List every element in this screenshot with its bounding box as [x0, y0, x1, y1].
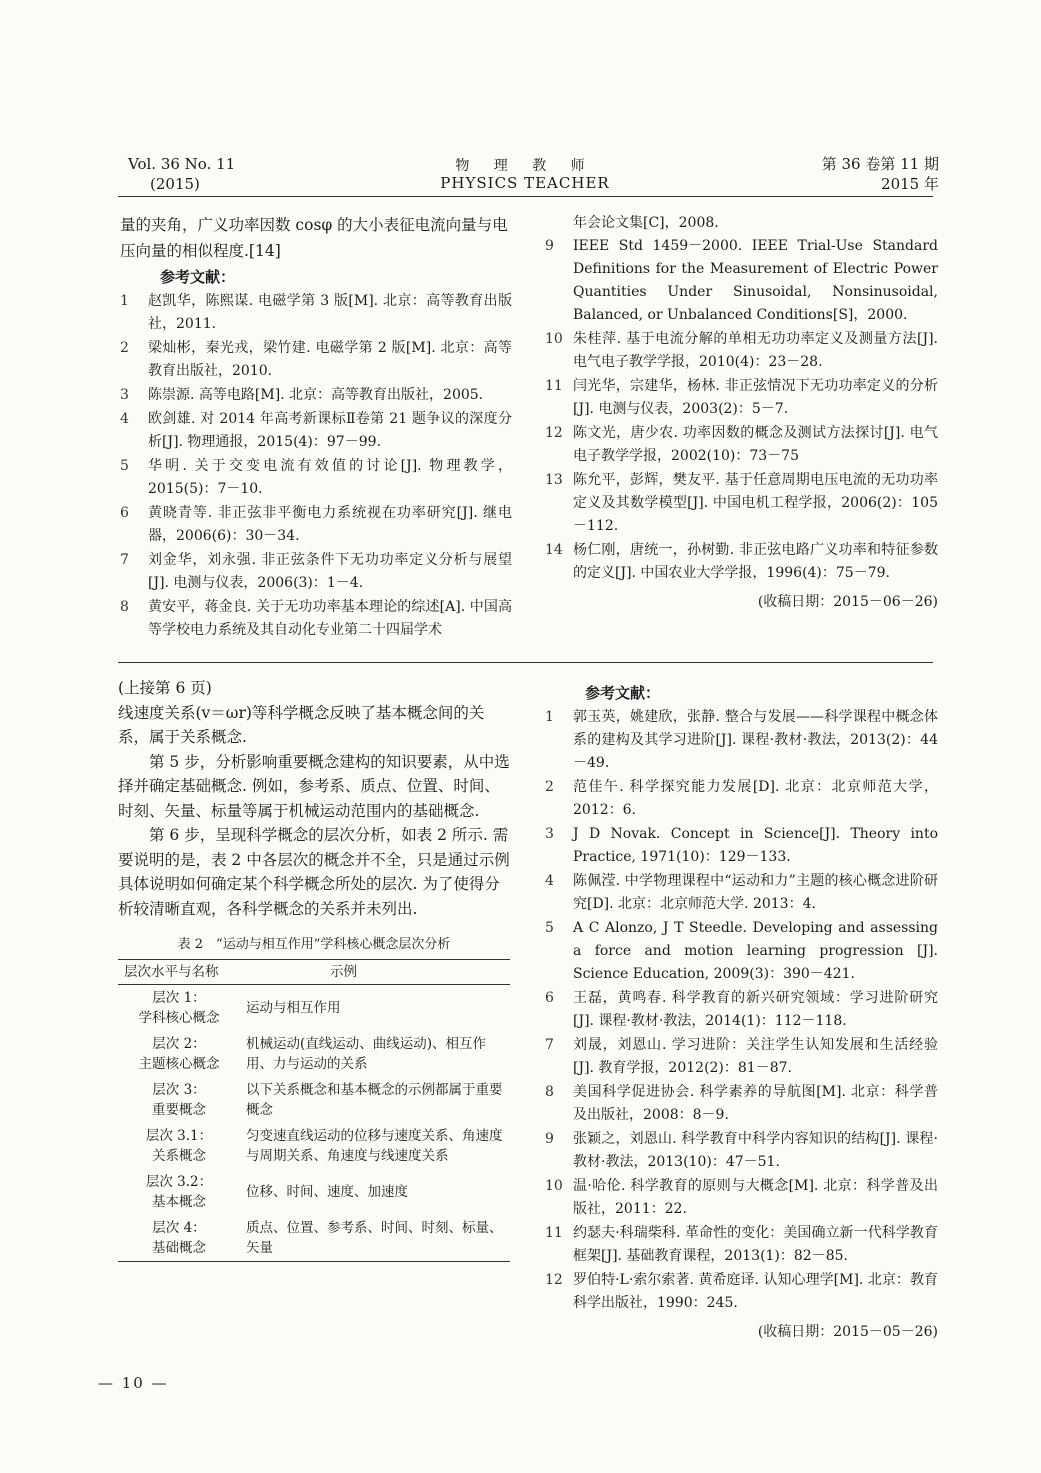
reference-text: IEEE Std 1459－2000. IEEE Trial-Use Standard Definitions for the Measurement of Electric Power Quantities Under Sinusoidal, Nonsinusoidal, Balanced, or Unbalanced Conditions[S]，2000.	[573, 238, 938, 323]
reference-item	[120, 290, 512, 336]
journal-title-cn: 物 理 教 师	[455, 158, 595, 174]
reference-text: 梁灿彬，秦光戎，梁竹建. 电磁学第 2 版[M]. 北京：高等教育出版社，2010.	[148, 340, 512, 379]
example-cell: 位移、时间、速度、加速度	[246, 1184, 408, 1200]
reference-text: 温·哈伦. 科学教育的原则与大概念[M]. 北京：科学普及出版社，2011：22.	[573, 1178, 938, 1217]
reference-number: 9	[545, 1131, 554, 1147]
reference-number: 12	[545, 1272, 563, 1288]
reference-item	[545, 375, 938, 421]
reference-text: 赵凯华，陈熙谋. 电磁学第 3 版[M]. 北京：高等教育出版社，2011.	[148, 293, 512, 332]
reference-item	[120, 384, 512, 407]
table-row	[118, 1169, 510, 1215]
reference-number: 4	[545, 873, 554, 889]
journal-title-en: PHYSICS TEACHER	[440, 174, 610, 192]
journal-title	[330, 158, 720, 192]
reference-item	[545, 1081, 938, 1127]
bottom-right-column	[545, 680, 938, 1344]
level-name: 学科核心概念	[138, 1010, 220, 1026]
references-title: 参考文献：	[160, 268, 236, 286]
page-number: — 10 —	[98, 1374, 169, 1392]
table-header-row	[118, 960, 510, 985]
reference-text: 杨仁刚，唐统一，孙树勤. 非正弦电路广义功率和特征参数的定义[J]. 中国农业大学学报，1996(4)：75－79.	[573, 542, 938, 581]
reference-text: 张颖之，刘恩山. 科学教育中科学内容知识的结构[J]. 课程·教材·教法，2013(10)：47－51.	[573, 1131, 938, 1170]
reference-item	[545, 1222, 938, 1268]
issue-cn: 第 36 卷第 11 期	[821, 155, 939, 173]
reference-text: 朱桂萍. 基于电流分解的单相无功功率定义及测量方法[J]. 电气电子教学学报，2010(4)：23－28.	[573, 331, 938, 370]
reference-text: 刘金华，刘永强. 非正弦条件下无功功率定义分析与展望[J]. 电测与仪表，2006(3)：1－4.	[148, 552, 512, 591]
reference-item	[545, 706, 938, 775]
section-divider	[118, 662, 933, 663]
example-cell: 匀变速直线运动的位移与速度关系、角速度与周期关系、角速度与线速度关系	[246, 1128, 503, 1164]
table-row	[118, 1077, 510, 1123]
reference-number: 6	[120, 505, 129, 521]
received-date-1: (收稿日期：2015－06－26)	[757, 594, 938, 610]
reference-number: 12	[545, 425, 563, 441]
level-label: 层次 1：	[152, 990, 206, 1006]
reference-item	[545, 823, 938, 869]
reference-item	[120, 502, 512, 548]
reference-number: 10	[545, 331, 563, 347]
level-label: 层次 2：	[152, 1036, 206, 1052]
volume-year: (2015)	[150, 175, 200, 193]
references-list-1	[120, 290, 512, 642]
reference-item	[545, 1269, 938, 1315]
level-name: 基础概念	[152, 1240, 206, 1256]
references-list-3	[545, 706, 938, 1315]
reference-item	[545, 328, 938, 374]
table-row	[118, 1031, 510, 1077]
level-label: 层次 4：	[152, 1220, 206, 1236]
received-date-2: (收稿日期：2015－05－26)	[757, 1324, 938, 1340]
level-label: 层次 3：	[152, 1082, 206, 1098]
top-left-column	[120, 212, 512, 643]
reference-text: 黄晓青等. 非正弦非平衡电力系统视在功率研究[J]. 继电器，2006(6)：30－34.	[148, 505, 512, 544]
reference-number: 10	[545, 1178, 563, 1194]
reference-number: 5	[545, 920, 554, 936]
level-name: 重要概念	[152, 1102, 206, 1118]
reference-number: 2	[120, 340, 129, 356]
reference-text: 王磊，黄鸣春. 科学教育的新兴研究领域：学习进阶研究[J]. 课程·教材·教法，2014(1)：112－118.	[573, 990, 938, 1029]
reference-item	[545, 422, 938, 468]
header-rule	[118, 196, 933, 197]
bottom-left-column	[118, 676, 510, 1262]
reference-number: 3	[120, 387, 129, 403]
reference-number: 5	[120, 458, 129, 474]
reference-item	[120, 337, 512, 383]
reference-item	[120, 455, 512, 501]
references-list-2	[545, 235, 938, 585]
level-cell	[118, 1215, 240, 1262]
reference-item	[545, 469, 938, 538]
table-caption: 表 2 “运动与相互作用”学科核心概念层次分析	[177, 937, 451, 952]
example-cell: 运动与相互作用	[246, 1000, 341, 1016]
reference-number: 1	[545, 709, 554, 725]
example-cell: 机械运动(直线运动、曲线运动)、相互作用、力与运动的关系	[246, 1036, 487, 1072]
reference-text: J D Novak. Concept in Science[J]. Theory into Practice, 1971(10)：129－133.	[573, 826, 938, 865]
header-issue	[822, 154, 939, 194]
reference-number: 7	[545, 1037, 554, 1053]
reference-number: 4	[120, 411, 129, 427]
reference-item	[545, 987, 938, 1033]
reference-item	[545, 1175, 938, 1221]
reference-number: 11	[545, 378, 563, 394]
level-cell	[118, 1169, 240, 1215]
reference-number: 11	[545, 1225, 563, 1241]
example-cell: 以下关系概念和基本概念的示例都属于重要概念	[246, 1082, 503, 1118]
level-name: 关系概念	[152, 1148, 206, 1164]
example-cell: 质点、位置、参考系、时间、时刻、标量、矢量	[240, 1215, 510, 1262]
reference-number: 1	[120, 293, 129, 309]
reference-text: 约瑟夫·科瑞柴科. 革命性的变化：美国确立新一代科学教育框架[J]. 基础教育课程，2013(1)：82－85.	[573, 1225, 938, 1264]
reference-item	[545, 870, 938, 916]
reference-text: 华明. 关于交变电流有效值的讨论[J]. 物理教学，2015(5)：7－10.	[148, 458, 512, 497]
paragraph-1: 线速度关系(v＝ωr)等科学概念反映了基本概念间的关系，属于关系概念.	[118, 703, 485, 746]
table-row	[118, 1215, 510, 1262]
level-cell	[118, 985, 240, 1032]
paragraph-2: 第 5 步，分析影响重要概念建构的知识要素，从中选择并确定基础概念. 例如，参考系、质点、位置、时间、时刻、矢量、标量等属于机械运动范围内的基础概念.	[118, 752, 510, 820]
reference-number: 9	[545, 238, 554, 254]
reference-text: 陈崇源. 高等电路[M]. 北京：高等教育出版社，2005.	[148, 387, 484, 403]
reference-item	[545, 539, 938, 585]
reference-text: 陈佩滢. 中学物理课程中“运动和力”主题的核心概念进阶研究[D]. 北京：北京师范大学. 2013：4.	[573, 873, 938, 912]
table-header-level: 层次水平与名称	[118, 960, 240, 985]
concept-level-table	[118, 959, 510, 1262]
reference-item	[545, 1128, 938, 1174]
level-cell	[118, 1123, 240, 1169]
reference-text: 欧剑雄. 对 2014 年高考新课标Ⅱ卷第 21 题争议的深度分析[J]. 物理通报，2015(4)：97－99.	[148, 411, 512, 450]
level-cell	[118, 1077, 240, 1123]
reference-text: 罗伯特·L·索尔索著. 黄希庭译. 认知心理学[M]. 北京：教育科学出版社，1990：245.	[573, 1272, 938, 1311]
reference-item	[120, 549, 512, 595]
reference-text: 范佳午. 科学探究能力发展[D]. 北京：北京师范大学，2012：6.	[573, 779, 938, 818]
table-row	[118, 1123, 510, 1169]
reference-number: 6	[545, 990, 554, 1006]
level-label: 层次 3.2：	[145, 1174, 213, 1190]
reference-text: 陈允平，彭辉，樊友平. 基于任意周期电压电流的无功功率定义及其数学模型[J]. 中国电机工程学报，2006(2)：105－112.	[573, 472, 938, 534]
level-label: 层次 3.1：	[145, 1128, 213, 1144]
volume-number: Vol. 36 No. 11	[128, 155, 236, 173]
continued-from-label: (上接第 6 页)	[118, 679, 212, 697]
header-volume	[128, 154, 235, 194]
reference-item	[545, 776, 938, 822]
reference-number: 14	[545, 542, 563, 558]
reference-continuation: 年会论文集[C]，2008.	[573, 215, 719, 231]
reference-text: 陈文光，唐少农. 功率因数的概念及测试方法探讨[J]. 电气电子教学学报，2002(10)：73－75	[573, 425, 938, 464]
reference-text: 郭玉英，姚建欣，张静. 整合与发展——科学课程中概念体系的建构及其学习进阶[J]. 课程·教材·教法，2013(2)：44－49.	[573, 709, 938, 771]
closing-paragraph: 量的夹角，广义功率因数 cosφ 的大小表征电流向量与电压向量的相似程度.[14]	[120, 216, 508, 260]
reference-text: 美国科学促进协会. 科学素养的导航图[M]. 北京：科学普及出版社，2008：8－9.	[573, 1084, 938, 1123]
reference-text: 刘晟，刘恩山. 学习进阶：关注学生认知发展和生活经验[J]. 教育学报，2012(2)：81－87.	[573, 1037, 938, 1076]
reference-number: 7	[120, 552, 129, 568]
year-cn: 2015 年	[881, 175, 939, 193]
reference-number: 3	[545, 826, 554, 842]
reference-item	[120, 596, 512, 642]
reference-text: 黄安平，蒋金良. 关于无功功率基本理论的综述[A]. 中国高等学校电力系统及其自动化专业第二十四届学术	[148, 599, 512, 638]
reference-number: 13	[545, 472, 563, 488]
table-body	[118, 985, 510, 1262]
level-name: 主题核心概念	[138, 1056, 220, 1072]
reference-item	[120, 408, 512, 454]
reference-number: 2	[545, 779, 554, 795]
table-header-example: 示例	[240, 960, 510, 985]
reference-number: 8	[120, 599, 129, 615]
paragraph-3: 第 6 步，呈现科学概念的层次分析，如表 2 所示. 需要说明的是，表 2 中各层次的概念并不全，只是通过示例具体说明如何确定某个科学概念所处的层次. 为了使得分析较清晰直观，各科学概念的关系并未列出.	[118, 826, 510, 918]
reference-item	[545, 1034, 938, 1080]
reference-text: A C Alonzo, J T Steedle. Developing and assessing a force and motion learning progression [J]. Science Education, 2009(3)：390－421.	[573, 920, 938, 982]
references-title-2: 参考文献：	[585, 684, 661, 702]
table-row	[118, 985, 510, 1032]
reference-number: 8	[545, 1084, 554, 1100]
level-cell	[118, 1031, 240, 1077]
reference-item	[545, 235, 938, 327]
top-right-column	[545, 212, 938, 614]
level-name: 基本概念	[152, 1194, 206, 1210]
reference-item	[545, 917, 938, 986]
reference-text: 闫光华，宗建华，杨林. 非正弦情况下无功功率定义的分析[J]. 电测与仪表，2003(2)：5－7.	[573, 378, 938, 417]
